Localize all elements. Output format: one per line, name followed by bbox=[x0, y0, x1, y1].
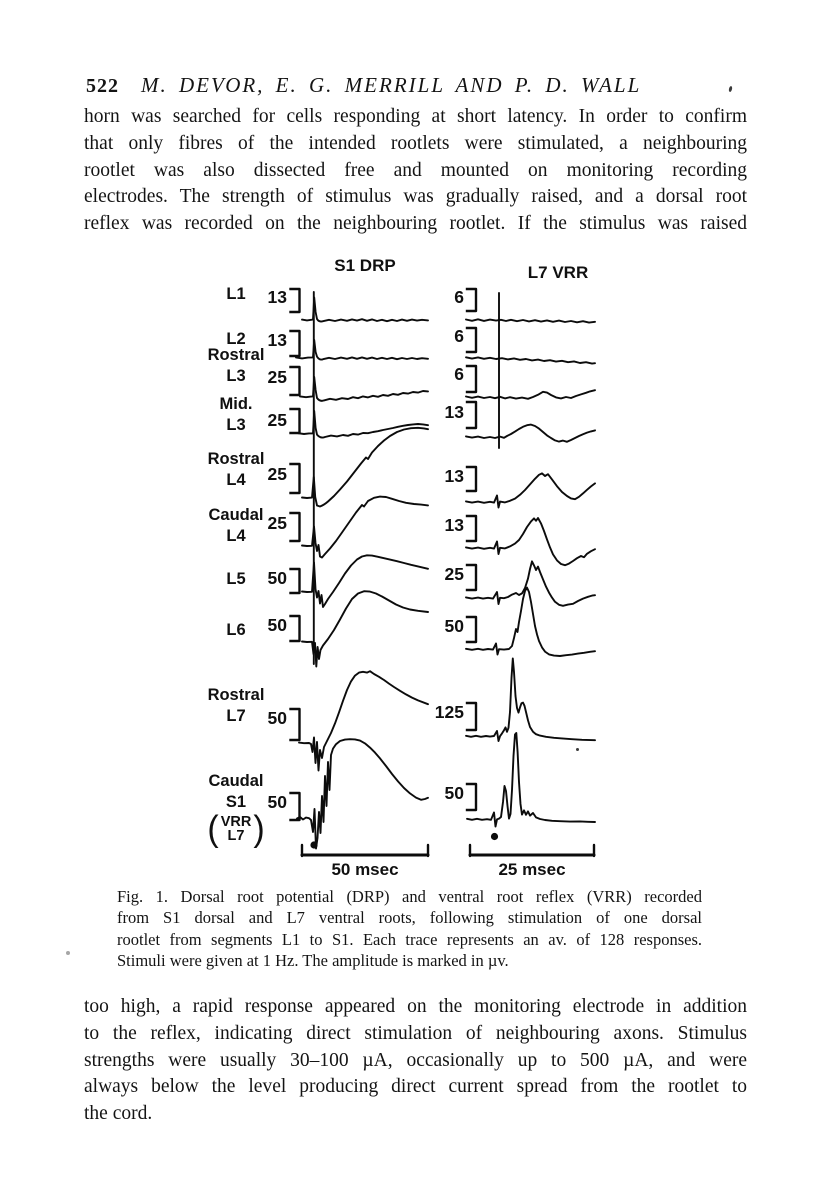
timebar-label-left: 50 msec bbox=[331, 860, 399, 879]
amp-bracket-left-6 bbox=[291, 513, 300, 541]
row-label-rostral-l4: Rostral L4 bbox=[207, 450, 265, 489]
row-label-rostral-l3: Rostral L3 bbox=[207, 346, 265, 385]
body-line: that only fibres of the intended rootlets were stimulated, a neighbouring bbox=[84, 132, 747, 154]
amp-bracket-left-10 bbox=[291, 793, 300, 820]
row-label-l1: L1 bbox=[226, 285, 246, 303]
trace-vrr-l2 bbox=[466, 357, 595, 363]
figure-column-heading-right: L7 VRR bbox=[527, 263, 589, 282]
amp-bracket-right-6 bbox=[467, 516, 476, 541]
amp-bracket-left-9 bbox=[291, 709, 300, 740]
scan-speck bbox=[66, 951, 70, 955]
amp-bracket-right-4 bbox=[467, 402, 476, 428]
caption-line: from S1 dorsal and L7 ventral roots, following stimulation of one dorsal bbox=[117, 908, 702, 928]
trace-vrr-rostral-l4 bbox=[466, 473, 595, 507]
amp-value-left-l1: 13 bbox=[267, 287, 287, 307]
timebar-label-right: 25 msec bbox=[498, 860, 566, 879]
amp-bracket-right-9 bbox=[467, 703, 476, 730]
trace-vrr-mid-l3 bbox=[466, 425, 595, 442]
amp-bracket-left-8 bbox=[291, 616, 300, 641]
trace-vrr-caudal-s1 bbox=[467, 733, 595, 827]
amp-value-right-l7r: 125 bbox=[434, 702, 464, 722]
amp-bracket-left-7 bbox=[291, 569, 300, 593]
amp-value-left-l3r: 25 bbox=[267, 367, 287, 387]
amp-value-left-l3m: 25 bbox=[267, 410, 287, 430]
amp-bracket-left-2 bbox=[291, 331, 300, 356]
caption-line: Fig. 1. Dorsal root potential (DRP) and ventral root reflex (VRR) recorded bbox=[117, 887, 702, 906]
body-line: the cord. bbox=[84, 1103, 153, 1125]
body-line: always below the level producing direct current spread from the rootlet to bbox=[84, 1076, 747, 1098]
trace-drp-l5 bbox=[302, 555, 428, 607]
vrr-l7-paren-group: ( VRR L7 ) bbox=[207, 809, 265, 849]
row-label-rostral-l7: Rostral L7 bbox=[207, 686, 265, 725]
amp-value-right-l3m: 13 bbox=[444, 402, 464, 422]
amp-bracket-right-10 bbox=[467, 784, 476, 810]
amp-value-left-l4c: 25 bbox=[267, 513, 287, 533]
row-label-l6: L6 bbox=[226, 621, 246, 639]
amp-value-left-l7r: 50 bbox=[267, 708, 287, 728]
trace-drp-l2 bbox=[296, 340, 428, 360]
amp-value-right-l4c: 13 bbox=[444, 515, 464, 535]
amp-value-left-l2: 13 bbox=[267, 330, 287, 350]
stimulus-dot-right bbox=[491, 833, 498, 840]
body-line: to the reflex, indicating direct stimulation of neighbouring axons. Stimulus bbox=[84, 1022, 747, 1044]
trace-vrr-caudal-l4 bbox=[466, 518, 595, 565]
amp-bracket-left-5 bbox=[291, 464, 300, 493]
big-close-paren: ) bbox=[253, 809, 265, 849]
amp-value-right-l4r: 13 bbox=[444, 466, 464, 486]
amp-bracket-right-3 bbox=[467, 366, 476, 392]
amp-bracket-left-3 bbox=[291, 367, 300, 395]
trace-vrr-rostral-l3 bbox=[466, 390, 595, 399]
amp-value-right-l1: 6 bbox=[454, 287, 464, 307]
body-paragraph-bottom bbox=[84, 994, 747, 1128]
trace-drp-rostral-l3 bbox=[300, 377, 428, 401]
trace-drp-mid-l3 bbox=[298, 411, 428, 438]
scan-speck bbox=[576, 748, 579, 751]
figure-caption bbox=[117, 886, 702, 972]
amp-value-right-l6: 50 bbox=[444, 616, 464, 636]
amp-bracket-right-1 bbox=[467, 289, 476, 311]
amp-bracket-right-8 bbox=[467, 617, 476, 642]
amp-bracket-left-1 bbox=[291, 289, 300, 312]
body-line: strengths were usually 30–100 µA, occasionally up to 500 µA, and were bbox=[84, 1049, 747, 1071]
body-line: too high, a rapid response appeared on the monitoring electrode in addition bbox=[84, 996, 747, 1017]
row-label-mid-l3: Mid. L3 bbox=[219, 395, 253, 434]
body-line: horn was searched for cells responding at short latency. In order to confirm bbox=[84, 106, 747, 127]
amp-bracket-right-7 bbox=[467, 565, 476, 590]
amp-bracket-right-2 bbox=[467, 328, 476, 352]
row-label-caudal-l4: Caudal L4 bbox=[208, 506, 264, 545]
amp-bracket-left-4 bbox=[291, 409, 300, 433]
amp-value-right-l2: 6 bbox=[454, 326, 464, 346]
trace-vrr-l1 bbox=[466, 319, 595, 322]
row-label-l2: L2 bbox=[226, 330, 246, 348]
trace-drp-rostral-l4 bbox=[302, 428, 428, 507]
amp-value-left-l5: 50 bbox=[267, 568, 287, 588]
amp-bracket-right-5 bbox=[467, 467, 476, 491]
big-open-paren: ( bbox=[207, 809, 219, 849]
caption-line: rootlet from segments L1 to S1. Each trace represents an av. of 128 responses. bbox=[117, 929, 702, 949]
body-line: electrodes. The strength of stimulus was gradually raised, and a dorsal root bbox=[84, 186, 747, 208]
trace-drp-l1 bbox=[302, 298, 428, 322]
page-number: 522 bbox=[86, 75, 119, 97]
row-label-caudal-s1: Caudal S1 ( VRR L7 ) bbox=[193, 771, 279, 844]
stimulus-dot-left bbox=[310, 841, 317, 848]
amp-value-right-s1c: 50 bbox=[444, 783, 464, 803]
body-line: rootlet was also dissected free and mounted on monitoring recording bbox=[84, 159, 747, 181]
row-label-l5: L5 bbox=[226, 570, 246, 588]
figure-column-heading-left: S1 DRP bbox=[334, 256, 396, 275]
amp-value-left-s1c: 50 bbox=[267, 792, 287, 812]
amp-value-right-l5: 25 bbox=[444, 564, 464, 584]
body-line: reflex was recorded on the neighbouring rootlet. If the stimulus was raised bbox=[84, 213, 747, 235]
trace-drp-rostral-l7 bbox=[299, 671, 428, 770]
trace-vrr-rostral-l7 bbox=[466, 659, 595, 742]
amp-value-left-l6: 50 bbox=[267, 615, 287, 635]
body-paragraph-top bbox=[84, 104, 747, 238]
running-title: M. DEVOR, E. G. MERRILL AND P. D. WALL bbox=[141, 73, 642, 97]
amp-value-left-l4r: 25 bbox=[267, 464, 287, 484]
caption-line: Stimuli were given at 1 Hz. The amplitude is marked in µv. bbox=[117, 951, 509, 971]
amp-value-right-l3r: 6 bbox=[454, 364, 464, 384]
